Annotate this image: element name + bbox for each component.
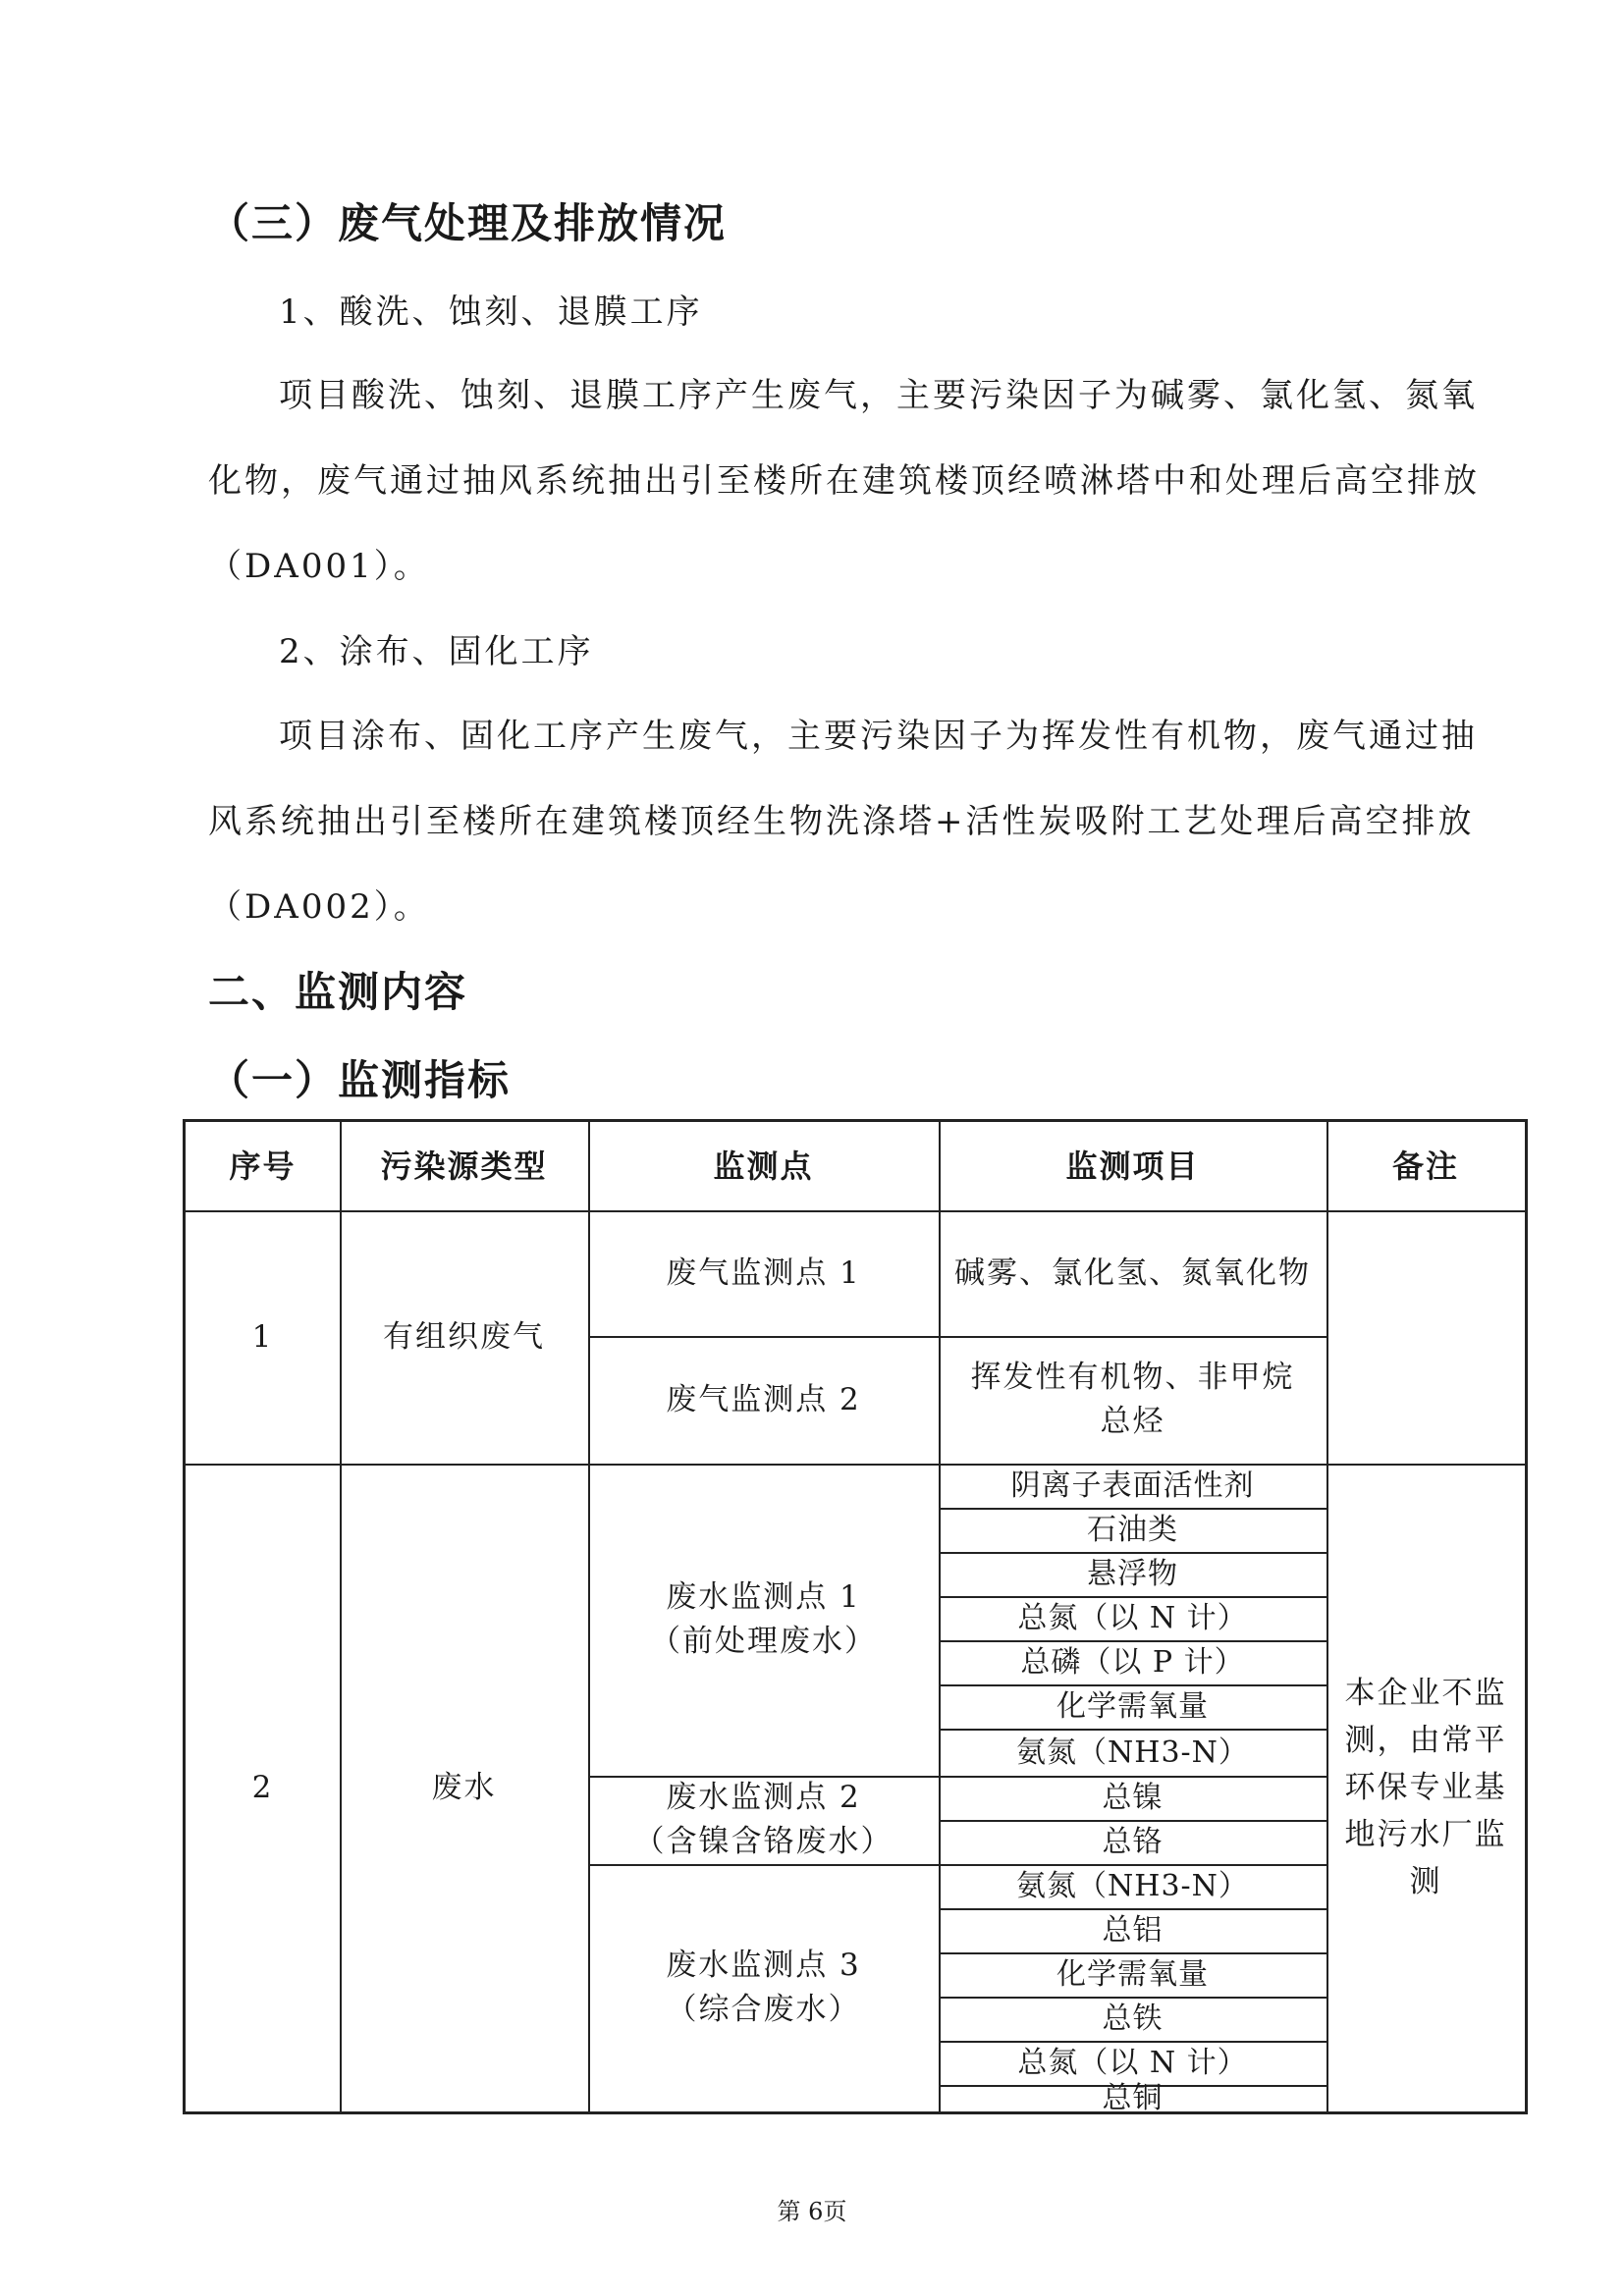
- row2-point1: 废水监测点 1 （前处理废水）: [650, 1579, 877, 1659]
- monitoring-table: [183, 1119, 1528, 2114]
- row2-item: 总铁: [1102, 2002, 1164, 2036]
- item2-paragraph: 项目涂布、固化工序产生废气，主要污染因子为挥发性有机物，废气通过抽风系统抽出引至楼所在建筑楼顶经生物洗涤塔+活性炭吸附工艺处理后高空排放（DA002）。: [208, 717, 1478, 927]
- row1-point2: 废气监测点 2: [666, 1381, 861, 1417]
- indicator-heading: （一）监测指标: [208, 1056, 512, 1104]
- monitor-content-heading: 二、监测内容: [208, 968, 468, 1016]
- row2-item: 阴离子表面活性剂: [1010, 1468, 1255, 1503]
- row2-source-type: 废水: [431, 1769, 497, 1805]
- header-monitor-point: 监测点: [713, 1147, 814, 1185]
- row2-item: 总铝: [1102, 1913, 1164, 1948]
- row2-item: 石油类: [1087, 1513, 1178, 1547]
- row2-item: 总铜: [1102, 2081, 1164, 2115]
- item1-title: 1、酸洗、蚀刻、退膜工序: [279, 293, 703, 332]
- row1-point1: 废气监测点 1: [666, 1255, 861, 1291]
- row2-no: 2: [251, 1769, 274, 1805]
- row2-item: 悬浮物: [1087, 1557, 1178, 1591]
- row2-item: 化学需氧量: [1056, 1689, 1209, 1724]
- header-remark: 备注: [1391, 1147, 1459, 1185]
- row2-item: 总氮（以 N 计）: [1017, 2046, 1248, 2080]
- exhaust-section-heading: （三）废气处理及排放情况: [208, 199, 728, 247]
- header-no: 序号: [229, 1147, 297, 1185]
- row2-point3: 废水监测点 3 （综合废水）: [666, 1948, 861, 2027]
- row2-item: 总镍: [1102, 1781, 1164, 1815]
- row2-item: 化学需氧量: [1056, 1957, 1209, 1992]
- item1-paragraph: 项目酸洗、蚀刻、退膜工序产生废气，主要污染因子为碱雾、氯化氢、氮氧化物，废气通过抽风系统抽出引至楼所在建筑楼顶经喷淋塔中和处理后高空排放（DA001）。: [208, 376, 1480, 586]
- row2-item: 氨氮（NH3-N）: [1016, 1869, 1249, 1903]
- row1-no: 1: [251, 1318, 274, 1355]
- row2-item: 氨氮（NH3-N）: [1016, 1735, 1249, 1770]
- header-monitor-item: 监测项目: [1065, 1147, 1200, 1185]
- row2-remark: 本企业不监测，由常平环保专业基地污水厂监测: [1344, 1676, 1507, 1899]
- header-source-type: 污染源类型: [380, 1147, 548, 1185]
- row1-point1-item: 碱雾、氯化氢、氮氧化物: [954, 1255, 1311, 1291]
- row1-point2-item: 挥发性有机物、非甲烷总烃: [970, 1360, 1295, 1439]
- row2-item: 总磷（以 P 计）: [1020, 1645, 1245, 1680]
- row1-source-type: 有组织废气: [383, 1318, 545, 1355]
- item2-title: 2、涂布、固化工序: [279, 632, 594, 671]
- page-number: 第 6页: [777, 2198, 847, 2225]
- row2-point2: 废水监测点 2 （含镍含铬废水）: [633, 1780, 893, 1859]
- row2-item: 总铬: [1102, 1825, 1164, 1859]
- row2-item: 总氮（以 N 计）: [1017, 1601, 1248, 1635]
